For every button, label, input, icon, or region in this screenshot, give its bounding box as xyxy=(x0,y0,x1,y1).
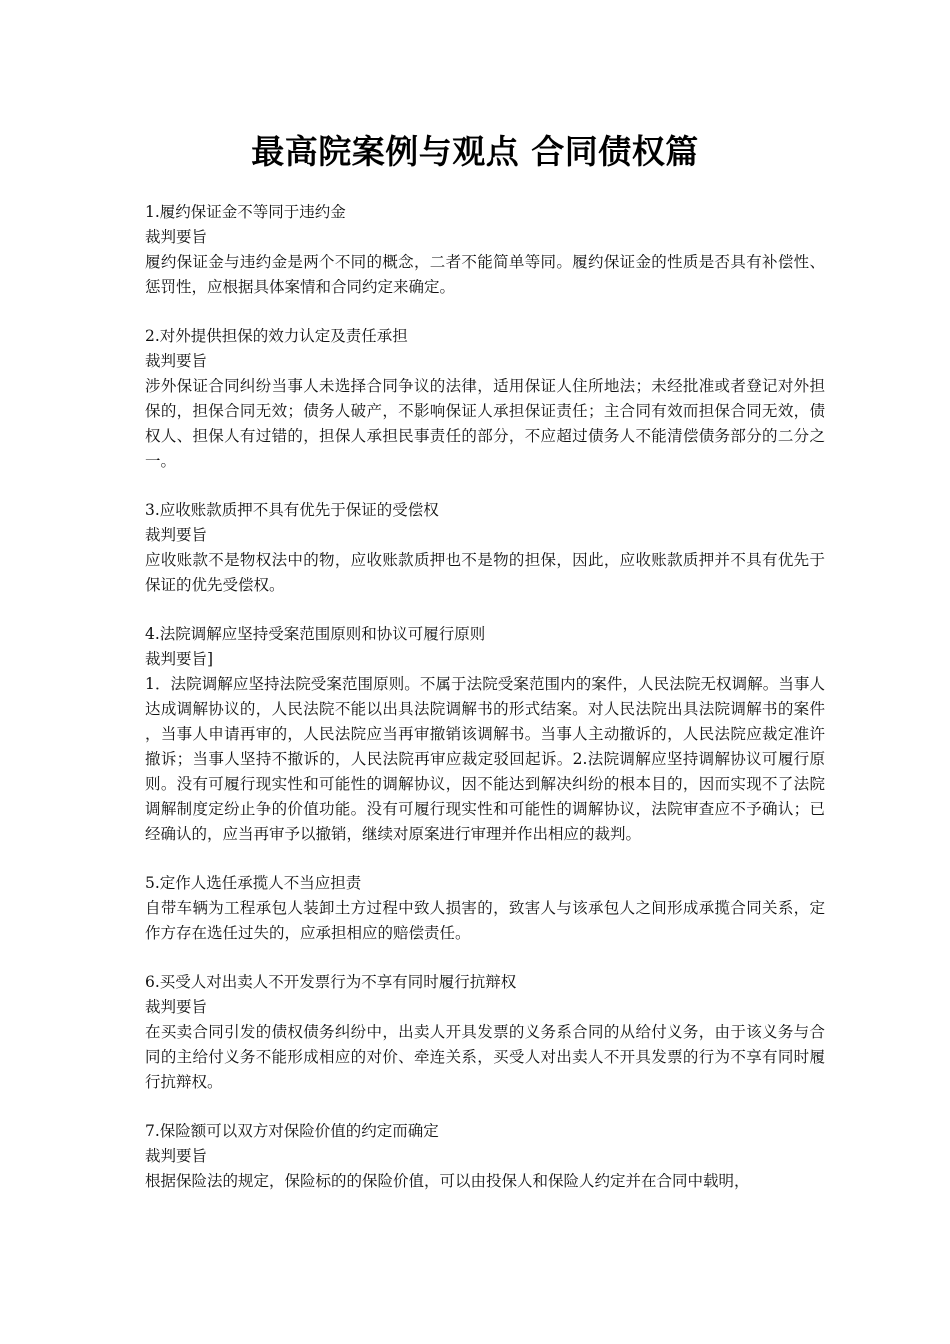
case-heading: 1.履约保证金不等同于违约金 xyxy=(145,203,346,221)
case-section-5 xyxy=(145,871,825,946)
document-body xyxy=(145,200,825,1218)
case-summary: 应收账款不是物权法中的物，应收账款质押也不是物的担保，因此，应收账款质押并不具有优先于保证的优先受偿权。 xyxy=(145,551,825,594)
case-section-3 xyxy=(145,498,825,598)
case-summary: 履约保证金与违约金是两个不同的概念，二者不能简单等同。履约保证金的性质是否具有补偿性、惩罚性，应根据具体案情和合同约定来确定。 xyxy=(145,253,825,296)
case-summary: 自带车辆为工程承包人装卸土方过程中致人损害的，致害人与该承包人之间形成承揽合同关系，定作方存在选任过失的，应承担相应的赔偿责任。 xyxy=(145,899,825,942)
case-heading: 7.保险额可以双方对保险价值的约定而确定 xyxy=(145,1122,439,1140)
case-label: 裁判要旨 xyxy=(145,228,208,246)
case-label: 裁判要旨 xyxy=(145,352,208,370)
document-title: 最高院案例与观点 合同债权篇 xyxy=(251,132,699,171)
case-section-7 xyxy=(145,1119,825,1194)
case-summary: 涉外保证合同纠纷当事人未选择合同争议的法律，适用保证人住所地法；未经批准或者登记对外担保的，担保合同无效；债务人破产，不影响保证人承担保证责任；主合同有效而担保合同无效，债权人、担保人有过错的，担保人承担民事责任的部分，不应超过债务人不能清偿债务部分的二分之一。 xyxy=(145,377,825,470)
case-section-4 xyxy=(145,622,825,847)
case-summary: 1．法院调解应坚持法院受案范围原则。不属于法院受案范围内的案件，人民法院无权调解。当事人达成调解协议的，人民法院不能以出具法院调解书的形式结案。对人民法院出具法院调解书的案件，当事人申请再审的，人民法院应当再审撤销该调解书。当事人主动撤诉的，人民法院应裁定准许撤诉；当事人坚持不撤诉的，人民法院再审应裁定驳回起诉。2.法院调解应坚持调解协议可履行原则。没有可履行现实性和可能性的调解协议，因不能达到解决纠纷的根本目的，因而实现不了法院调解制度定纷止争的价值功能。没有可履行现实性和可能性的调解协议，法院审查应不予确认；已经确认的，应当再审予以撤销，继续对原案进行审理并作出相应的裁判。 xyxy=(145,675,825,843)
case-label: 裁判要旨 xyxy=(145,998,208,1016)
case-section-2 xyxy=(145,324,825,474)
case-label: 裁判要旨 xyxy=(145,526,208,544)
case-label: 裁判要旨] xyxy=(145,650,214,668)
case-summary: 根据保险法的规定，保险标的的保险价值，可以由投保人和保险人约定并在合同中载明， xyxy=(145,1172,750,1190)
case-label: 裁判要旨 xyxy=(145,1147,208,1165)
case-heading: 6.买受人对出卖人不开发票行为不享有同时履行抗辩权 xyxy=(145,973,517,991)
case-heading: 2.对外提供担保的效力认定及责任承担 xyxy=(145,327,408,345)
case-section-6 xyxy=(145,970,825,1095)
case-section-1 xyxy=(145,200,825,300)
case-heading: 5.定作人选任承揽人不当应担责 xyxy=(145,874,362,892)
case-summary: 在买卖合同引发的债权债务纠纷中，出卖人开具发票的义务系合同的从给付义务，由于该义务与合同的主给付义务不能形成相应的对价、牵连关系，买受人对出卖人不开具发票的行为不享有同时履行抗辩权。 xyxy=(145,1023,825,1091)
case-heading: 4.法院调解应坚持受案范围原则和协议可履行原则 xyxy=(145,625,486,643)
case-heading: 3.应收账款质押不具有优先于保证的受偿权 xyxy=(145,501,439,519)
